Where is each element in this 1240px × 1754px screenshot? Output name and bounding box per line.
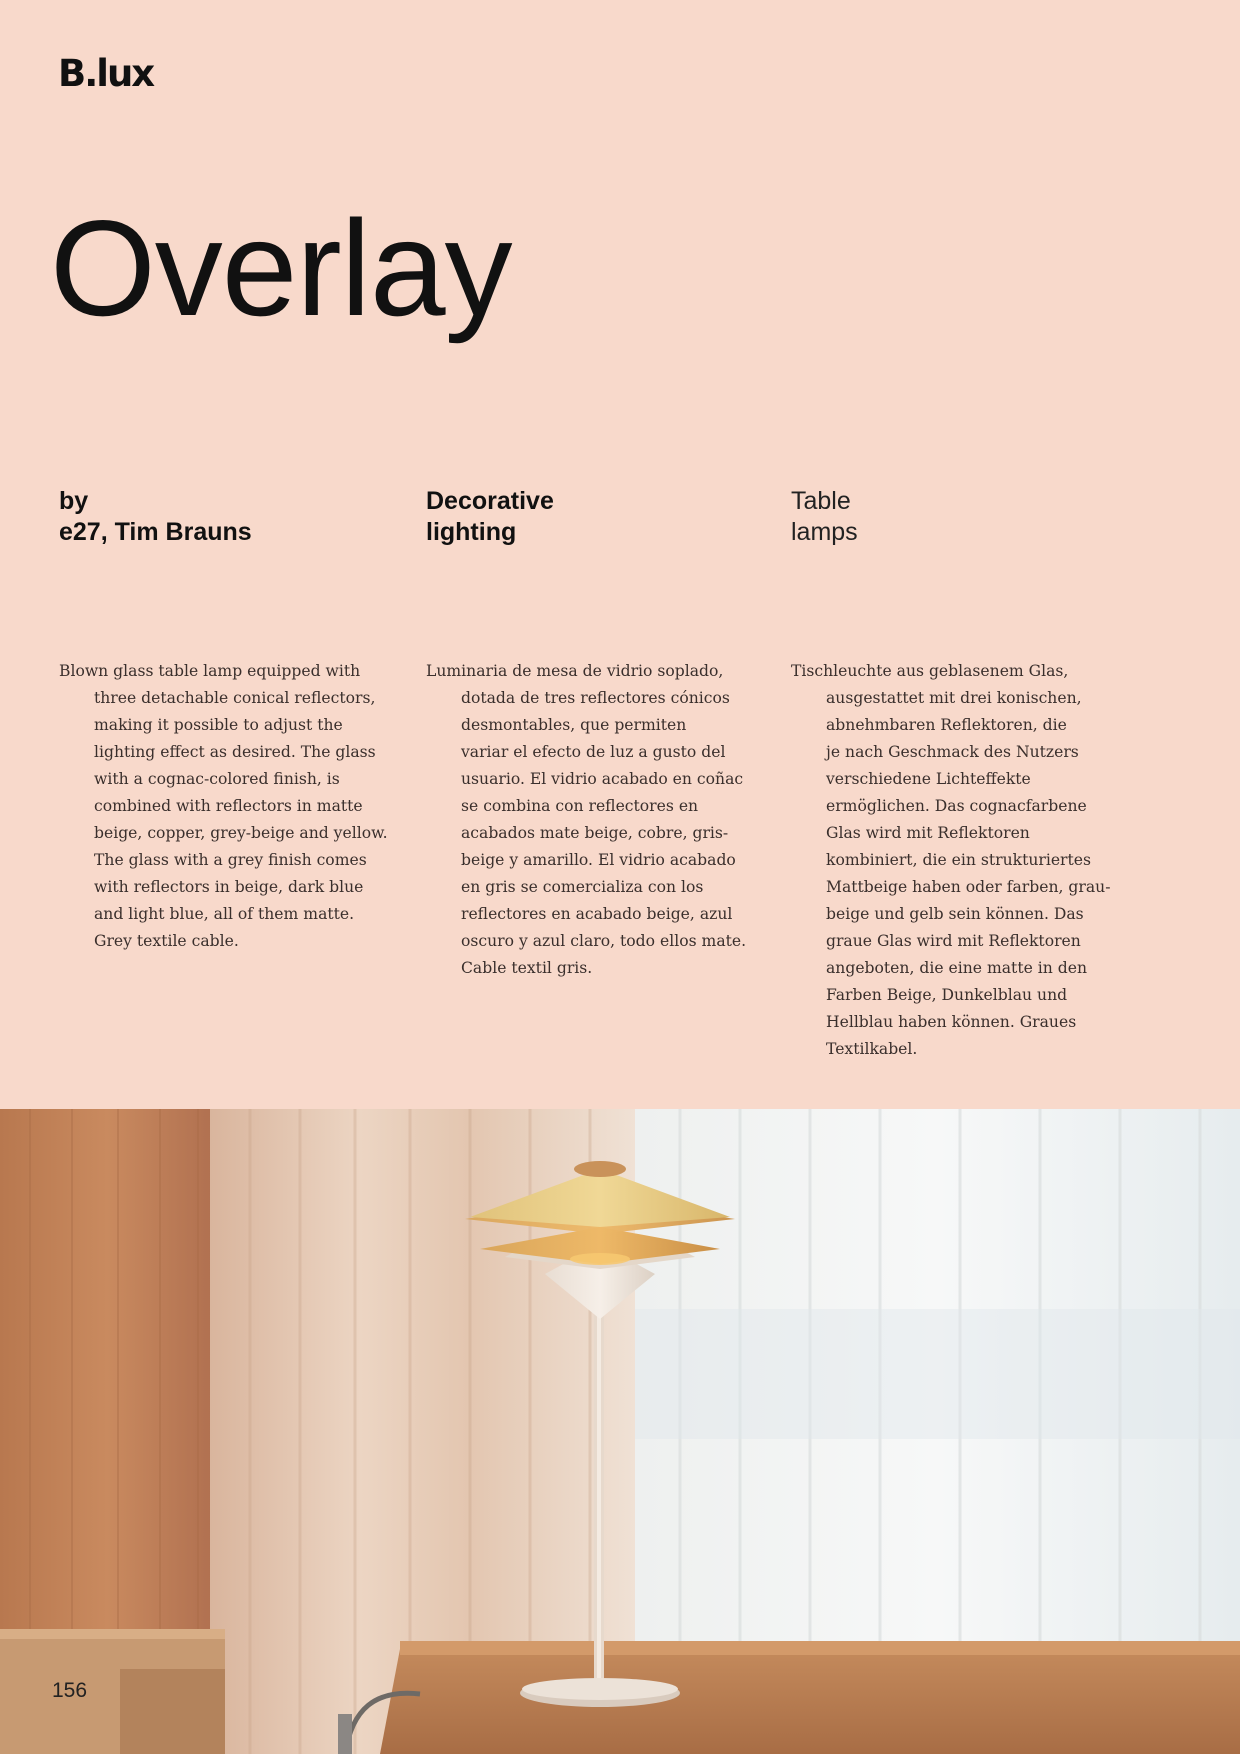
description-line: oscuro y azul claro, todo ellos mate. [461, 932, 747, 950]
description-line: desmontables, que permiten [461, 716, 687, 734]
description-line: ermöglichen. Das cognacfarbene [826, 797, 1087, 815]
description-line: combined with reflectors in matte [94, 797, 363, 815]
description-line: angeboten, die eine matte in den [826, 959, 1088, 977]
description-line: en gris se comercializa con los [461, 878, 704, 896]
product-title: Overlay [50, 192, 512, 344]
product-photo [0, 1109, 1240, 1754]
description-line: Tischleuchte aus geblasenem Glas, [791, 662, 1069, 680]
description-en [59, 658, 389, 955]
description-line: graue Glas wird mit Reflektoren [826, 932, 1081, 950]
description-line: usuario. El vidrio acabado en coñac [461, 770, 744, 788]
description-line: abnehmbaren Reflektoren, die [826, 716, 1067, 734]
description-line: with a cognac-colored finish, is [94, 770, 340, 788]
type-block [791, 486, 858, 548]
description-line: je nach Geschmack des Nutzers [826, 743, 1079, 761]
designer-block [59, 486, 252, 548]
description-line: beige y amarillo. El vidrio acabado [461, 851, 736, 869]
designer-label: by [59, 487, 89, 515]
description-line: acabados mate beige, cobre, gris- [461, 824, 729, 842]
description-line: Farben Beige, Dunkelblau und [826, 986, 1068, 1004]
description-line: variar el efecto de luz a gusto del [461, 743, 726, 761]
category-line-1: Decorative [426, 487, 554, 515]
description-line: beige, copper, grey-beige and yellow. [94, 824, 388, 842]
description-es [426, 658, 756, 982]
description-line: with reflectors in beige, dark blue [94, 878, 364, 896]
type-line-2: lamps [791, 518, 858, 546]
description-line: kombiniert, die ein strukturiertes [826, 851, 1092, 869]
description-line: Grey textile cable. [94, 932, 239, 950]
table-lamp-photo [0, 1109, 1240, 1754]
description-line: lighting effect as desired. The glass [94, 743, 376, 761]
page-number: 156 [52, 1679, 88, 1702]
description-line: reflectores en acabado beige, azul [461, 905, 733, 923]
description-line: Blown glass table lamp equipped with [59, 662, 361, 680]
designer-name: e27, Tim Brauns [59, 518, 252, 546]
description-line: se combina con reflectores en [461, 797, 699, 815]
type-line-1: Table [791, 487, 851, 515]
description-de [791, 658, 1121, 1063]
category-line-2: lighting [426, 518, 517, 546]
description-line: The glass with a grey finish comes [94, 851, 367, 869]
description-line: Cable textil gris. [461, 959, 593, 977]
description-line: dotada de tres reflectores cónicos [461, 689, 730, 707]
description-line: beige und gelb sein können. Das [826, 905, 1084, 923]
brand-logo: B.lux [58, 52, 154, 95]
description-line: Glas wird mit Reflektoren [826, 824, 1030, 842]
description-line: verschiedene Lichteffekte [826, 770, 1031, 788]
description-line: three detachable conical reflectors, [94, 689, 376, 707]
category-block [426, 486, 554, 548]
description-line: ausgestattet mit drei konischen, [826, 689, 1082, 707]
description-line: Luminaria de mesa de vidrio soplado, [426, 662, 724, 680]
description-line: Mattbeige haben oder farben, grau- [826, 878, 1111, 896]
description-line: Textilkabel. [826, 1040, 918, 1058]
description-line: making it possible to adjust the [94, 716, 343, 734]
description-line: and light blue, all of them matte. [94, 905, 355, 923]
description-line: Hellblau haben können. Graues [826, 1013, 1077, 1031]
